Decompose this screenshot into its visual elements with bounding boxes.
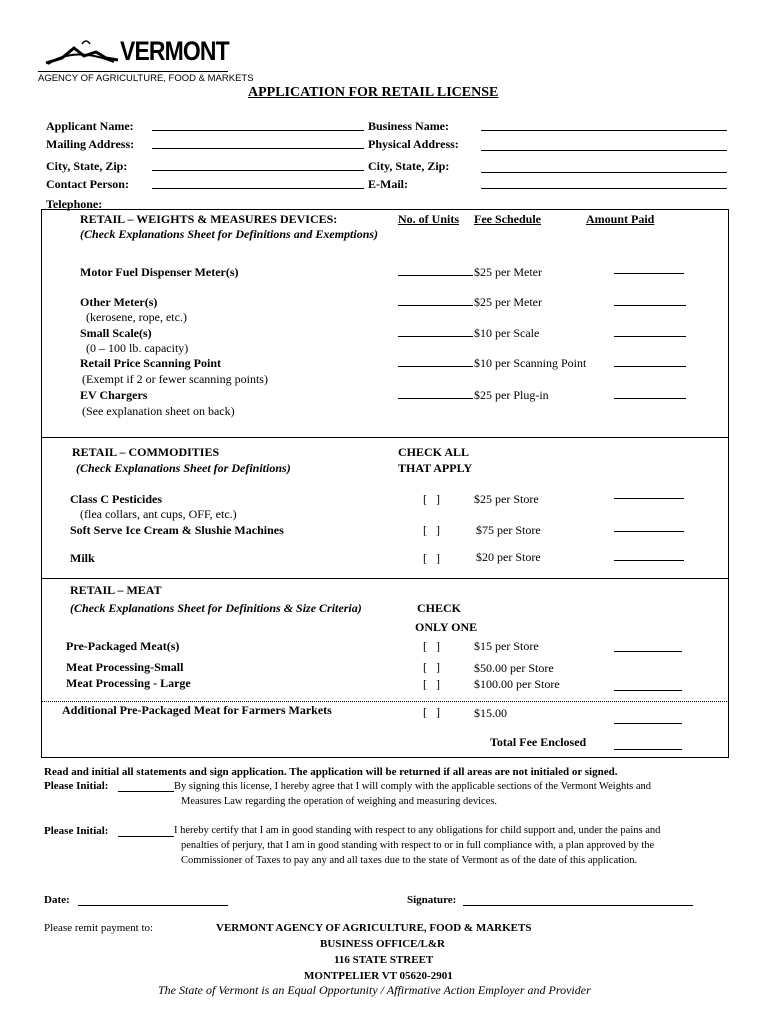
commodities-subheading: (Check Explanations Sheet for Definitions) — [76, 461, 291, 475]
meat-name: Pre-Packaged Meat(s) — [66, 639, 180, 653]
check-all-label-2: THAT APPLY — [398, 461, 473, 475]
date-field[interactable] — [78, 905, 228, 906]
meat-name: Meat Processing-Small — [66, 660, 184, 674]
device-name: Retail Price Scanning Point — [80, 356, 221, 370]
business-city-state-zip-field[interactable] — [481, 172, 727, 173]
amount-field[interactable] — [614, 498, 684, 499]
instructions-text: Read and initial all statements and sign application. The application will be returned if all areas are not initialed or signed. — [44, 766, 618, 778]
col-units-header: No. of Units — [398, 212, 460, 226]
section-divider — [41, 578, 729, 579]
commodity-name: Milk — [70, 551, 95, 565]
col-amount-header: Amount Paid — [586, 212, 655, 226]
address-line-4: MONTPELIER VT 05620-2901 — [304, 970, 453, 982]
logo-rule — [38, 71, 228, 72]
address-line-1: VERMONT AGENCY OF AGRICULTURE, FOOD & MARKETS — [216, 922, 532, 934]
logo-word: VERMONT — [120, 36, 229, 66]
agency-name: AGENCY OF AGRICULTURE, FOOD & MARKETS — [38, 73, 254, 84]
units-field[interactable] — [398, 305, 473, 306]
device-name: Motor Fuel Dispenser Meter(s) — [80, 265, 239, 279]
statement-2-text-3: Commissioner of Taxes to pay any and all taxes due to the state of Vermont as of the date of this application. — [181, 855, 638, 866]
check-one-label: CHECK — [417, 601, 462, 615]
date-label: Date: — [44, 894, 70, 906]
amount-field[interactable] — [614, 336, 686, 337]
check-one-label-2: ONLY ONE — [415, 620, 478, 634]
applicant-name-label: Applicant Name: — [46, 119, 134, 133]
fee-text: $15 per Store — [474, 639, 539, 653]
fee-text: $25 per Store — [474, 492, 539, 506]
total-fee-label: Total Fee Enclosed — [490, 735, 587, 749]
section-divider — [41, 437, 729, 438]
mailing-address-field[interactable] — [152, 148, 364, 149]
eeo-statement: The State of Vermont is an Equal Opportunity / Affirmative Action Employer and Provider — [158, 983, 591, 997]
statement-1-text-2: Measures Law regarding the operation of weighing and measuring devices. — [181, 796, 498, 807]
amount-field[interactable] — [614, 398, 686, 399]
weights-heading: RETAIL – WEIGHTS & MEASURES DEVICES: — [80, 212, 338, 226]
fee-text: $10 per Scanning Point — [474, 356, 587, 370]
meat-checkbox[interactable]: [ ] — [423, 660, 440, 674]
device-note: (0 – 100 lb. capacity) — [86, 341, 189, 355]
statement-2-text: I hereby certify that I am in good standing with respect to any obligations for child support and, under the pains and — [174, 825, 661, 836]
commodity-checkbox[interactable]: [ ] — [423, 551, 440, 565]
farmers-market-divider — [41, 701, 729, 702]
statement-2-text-2: penalties of perjury, that I am in good standing with respect to or in full compliance with, a plan approved by the — [181, 840, 655, 851]
units-field[interactable] — [398, 275, 473, 276]
units-field[interactable] — [398, 398, 473, 399]
units-field[interactable] — [398, 336, 473, 337]
commodity-checkbox[interactable]: [ ] — [423, 492, 440, 506]
email-field[interactable] — [481, 188, 727, 189]
device-note: (kerosene, rope, etc.) — [86, 310, 187, 324]
mountain-bird-icon — [44, 36, 120, 66]
meat-name: Meat Processing - Large — [66, 676, 191, 690]
initial-label: Please Initial: — [44, 780, 109, 792]
initial-field-2[interactable] — [118, 836, 174, 837]
fee-text: $100.00 per Store — [474, 677, 560, 691]
commodities-heading: RETAIL – COMMODITIES — [72, 445, 220, 459]
address-line-2: BUSINESS OFFICE/L&R — [320, 938, 446, 950]
signature-label: Signature: — [407, 894, 457, 906]
meat-heading: RETAIL – MEAT — [70, 583, 162, 597]
contact-person-field[interactable] — [152, 188, 364, 189]
commodity-name: Class C Pesticides — [70, 492, 162, 506]
physical-address-field[interactable] — [481, 150, 727, 151]
city-state-zip-label: City, State, Zip: — [46, 159, 128, 173]
check-all-label: CHECK ALL — [398, 445, 470, 459]
business-city-state-zip-label: City, State, Zip: — [368, 159, 450, 173]
amount-field[interactable] — [614, 366, 686, 367]
applicant-name-field[interactable] — [152, 130, 364, 131]
city-state-zip-field[interactable] — [152, 170, 364, 171]
signature-field[interactable] — [463, 905, 693, 906]
amount-field[interactable] — [614, 273, 684, 274]
meat-subheading: (Check Explanations Sheet for Definitions & Size Criteria) — [70, 601, 362, 615]
telephone-label: Telephone: — [46, 197, 103, 211]
initial-field-1[interactable] — [118, 791, 174, 792]
business-name-label: Business Name: — [368, 119, 450, 133]
device-name: Other Meter(s) — [80, 295, 158, 309]
fee-text: $20 per Store — [476, 550, 541, 564]
vermont-logo — [44, 34, 234, 72]
initial-label: Please Initial: — [44, 825, 109, 837]
fee-text: $15.00 — [474, 706, 507, 720]
fee-text: $75 per Store — [476, 523, 541, 537]
amount-field[interactable] — [614, 651, 682, 652]
amount-field[interactable] — [614, 560, 684, 561]
amount-field[interactable] — [614, 305, 686, 306]
meat-checkbox[interactable]: [ ] — [423, 677, 440, 691]
mailing-address-label: Mailing Address: — [46, 137, 135, 151]
weights-subheading: (Check Explanations Sheet for Definitions and Exemptions) — [80, 227, 379, 241]
col-fee-header: Fee Schedule — [474, 212, 541, 226]
fee-text: $25 per Meter — [474, 295, 542, 309]
page-title: APPLICATION FOR RETAIL LICENSE — [248, 85, 499, 100]
statement-1-text: By signing this license, I hereby agree that I will comply with the applicable sections of the Vermont Weights and — [174, 781, 651, 792]
device-note: (See explanation sheet on back) — [82, 404, 235, 418]
total-fee-field[interactable] — [614, 749, 682, 750]
email-label: E-Mail: — [368, 177, 408, 191]
commodity-name: Soft Serve Ice Cream & Slushie Machines — [70, 523, 284, 537]
fee-text: $25 per Plug-in — [474, 388, 549, 402]
remit-label: Please remit payment to: — [44, 922, 154, 934]
business-name-field[interactable] — [481, 130, 727, 131]
farmers-market-name: Additional Pre-Packaged Meat for Farmers Markets — [62, 703, 332, 717]
units-field[interactable] — [398, 366, 473, 367]
fee-text: $25 per Meter — [474, 265, 542, 279]
address-line-3: 116 STATE STREET — [334, 954, 434, 966]
commodity-checkbox[interactable]: [ ] — [423, 523, 440, 537]
device-name: EV Chargers — [80, 388, 148, 402]
amount-field[interactable] — [614, 531, 684, 532]
contact-person-label: Contact Person: — [46, 177, 129, 191]
farmers-market-checkbox[interactable]: [ ] — [423, 705, 440, 719]
device-name: Small Scale(s) — [80, 326, 152, 340]
amount-field[interactable] — [614, 690, 682, 691]
fee-text: $50.00 per Store — [474, 661, 554, 675]
commodity-note: (flea collars, ant cups, OFF, etc.) — [80, 507, 237, 521]
physical-address-label: Physical Address: — [368, 137, 459, 151]
amount-field[interactable] — [614, 723, 682, 724]
fee-text: $10 per Scale — [474, 326, 540, 340]
meat-checkbox[interactable]: [ ] — [423, 639, 440, 653]
device-note: (Exempt if 2 or fewer scanning points) — [82, 372, 268, 386]
